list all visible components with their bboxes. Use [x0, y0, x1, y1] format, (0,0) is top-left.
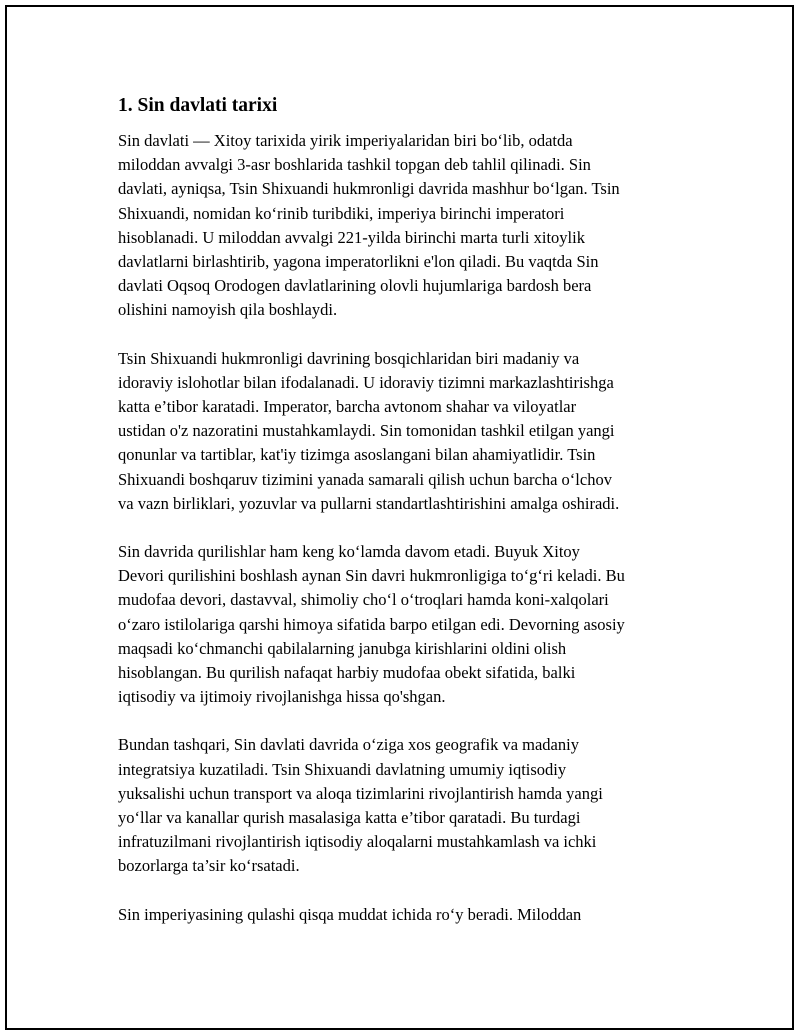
paragraph-4: Bundan tashqari, Sin davlati davrida o‘ziga xos geografik va madaniy integratsiya kuzatiladi. Tsin Shixuandi davlatning umumiy iqtisodiy yuksalishi uchun transport va aloqa tizimlarini rivojlantirish hamda yangi yo‘llar va kanallar qurish masalasiga katta e’tibor qaratadi. Bu turdagi infratuzilmani rivojlantirish iqtisodiy aloqalarni mustahkamlash va ichki bozorlarga ta’sir ko‘rsatadi. [118, 735, 603, 876]
section-heading: 1. Sin davlati tarixi [118, 95, 278, 116]
paragraph-2: Tsin Shixuandi hukmronligi davrining bosqichlaridan biri madaniy va idoraviy islohotlar bilan ifodalanadi. U idoraviy tizimni markazlashtirishga katta e’tibor karatadi. Imperator, barcha avtonom shahar va viloyatlar ustidan o'z nazoratini mustahkamlaydi. Sin tomonidan tashkil etilgan yangi qonunlar va tartiblar, kat'iy tizimga asoslangani bilan ahamiyatlidir. Tsin Shixuandi boshqaruv tizimini yanada samarali qilish uchun barcha o‘lchov va vazn birliklari, yozuvlar va pullarni standartlashtirishini amalga oshiradi. [118, 348, 620, 513]
paragraph-1: Sin davlati — Xitoy tarixida yirik imperiyalaridan biri bo‘lib, odatda miloddan avvalgi 3-asr boshlarida tashkil topgan deb tahlil qilinadi. Sin davlati, ayniqsa, Tsin Shixuandi hukmronligi davrida mashhur bo‘lgan. Tsin Shixuandi, nomidan ko‘rinib turibdiki, imperiya birinchi imperatori hisoblanadi. U miloddan avvalgi 221-yilda birinchi marta turli xitoylik davlatlarni birlashtirib, yagona imperatorlikni e'lon qiladi. Bu vaqtda Sin davlati Oqsoq Orodogen davlatlarining olovli hujumlariga bardosh bera olishini namoyish qila boshlaydi. [118, 131, 620, 320]
document-body [118, 94, 688, 951]
paragraph-3: Sin davrida qurilishlar ham keng ko‘lamda davom etadi. Buyuk Xitoy Devori qurilishini boshlash aynan Sin davri hukmronligiga to‘g‘ri keladi. Bu mudofaa devori, dastavval, shimoliy cho‘l o‘troqlari hamda koni-xalqolari o‘zaro istilolariga qarshi himoya sifatida barpo etilgan edi. Devorning asosiy maqsadi ko‘chmanchi qabilalarning janubga kirishlarini oldini olish hisoblangan. Bu qurilish nafaqat harbiy mudofaa obekt sifatida, balki iqtisodiy va ijtimoiy rivojlanishga hissa qo'shgan. [118, 542, 625, 707]
paragraph-5: Sin imperiyasining qulashi qisqa muddat ichida ro‘y beradi. Miloddan [118, 904, 582, 924]
